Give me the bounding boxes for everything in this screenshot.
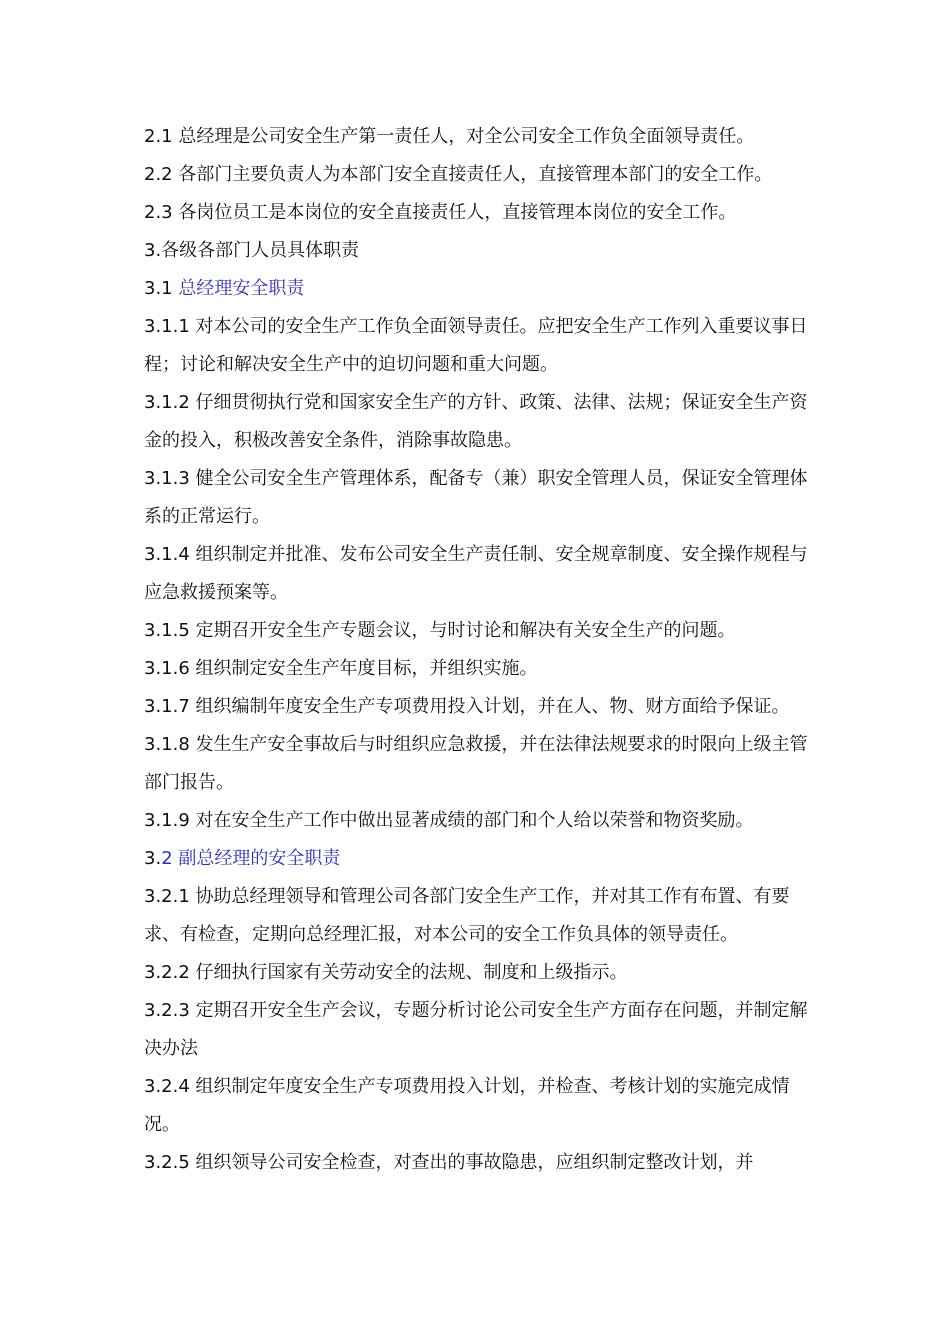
- paragraph-2-2: 2.2 各部门主要负责人为本部门安全直接责任人，直接管理本部门的安全工作。: [144, 164, 773, 185]
- subsection-heading-3-1: [144, 270, 808, 308]
- paragraph-3-1-4: 3.1.4 组织制定并批准、发布公司安全生产责任制、安全规章制度、安全操作规程与应急救援预案等。: [144, 544, 808, 603]
- paragraph-3-2-1: 3.2.1 协助总经理领导和管理公司各部门安全生产工作，并对其工作有布置、有要求、有检查，定期向总经理汇报，对本公司的安全工作负具体的领导责任。: [144, 886, 790, 945]
- heading-link-text: 2 副总经理的安全职责: [161, 848, 341, 869]
- paragraph-3-1-3: 3.1.3 健全公司安全生产管理体系，配备专（兼）职安全管理人员，保证安全管理体系的正常运行。: [144, 468, 808, 527]
- paragraph-3-1-2: 3.1.2 仔细贯彻执行党和国家安全生产的方针、政策、法律、法规；保证安全生产资金的投入，积极改善安全条件，消除事故隐患。: [144, 392, 808, 451]
- paragraph-3-2-2: 3.2.2 仔细执行国家有关劳动安全的法规、制度和上级指示。: [144, 962, 628, 983]
- heading-number: 3.1: [144, 278, 179, 299]
- paragraph-2-1: 2.1 总经理是公司安全生产第一责任人，对全公司安全工作负全面领导责任。: [144, 126, 755, 147]
- paragraph-2-3: 2.3 各岗位员工是本岗位的安全直接责任人，直接管理本岗位的安全工作。: [144, 202, 737, 223]
- document-page: [144, 118, 808, 1182]
- paragraph-3-1-1: 3.1.1 对本公司的安全生产工作负全面领导责任。应把安全生产工作列入重要议事日程；讨论和解决安全生产中的迫切问题和重大问题。: [144, 316, 808, 375]
- paragraph-3-1-9: 3.1.9 对在安全生产工作中做出显著成绩的部门和个人给以荣誉和物资奖励。: [144, 810, 754, 831]
- paragraph-3-1-6: 3.1.6 组织制定安全生产年度目标，并组织实施。: [144, 658, 538, 679]
- heading-link-text: 总经理安全职责: [178, 278, 305, 299]
- subsection-heading-3-2: [144, 840, 808, 878]
- paragraph-3-2-3: 3.2.3 定期召开安全生产会议，专题分析讨论公司安全生产方面存在问题，并制定解决办法: [144, 1000, 808, 1059]
- section-heading-3: 3.各级各部门人员具体职责: [144, 240, 360, 261]
- heading-number: 3.: [144, 848, 162, 869]
- paragraph-3-1-7: 3.1.7 组织编制年度安全生产专项费用投入计划，并在人、物、财方面给予保证。: [144, 696, 790, 717]
- paragraph-3-1-5: 3.1.5 定期召开安全生产专题会议，与时讨论和解决有关安全生产的问题。: [144, 620, 736, 641]
- paragraph-3-2-5: 3.2.5 组织领导公司安全检查，对查出的事故隐患，应组织制定整改计划，并: [144, 1152, 754, 1173]
- paragraph-3-1-8: 3.1.8 发生生产安全事故后与时组织应急救援，并在法律法规要求的时限向上级主管部门报告。: [144, 734, 808, 793]
- paragraph-3-2-4: 3.2.4 组织制定年度安全生产专项费用投入计划，并检查、考核计划的实施完成情况。: [144, 1076, 790, 1135]
